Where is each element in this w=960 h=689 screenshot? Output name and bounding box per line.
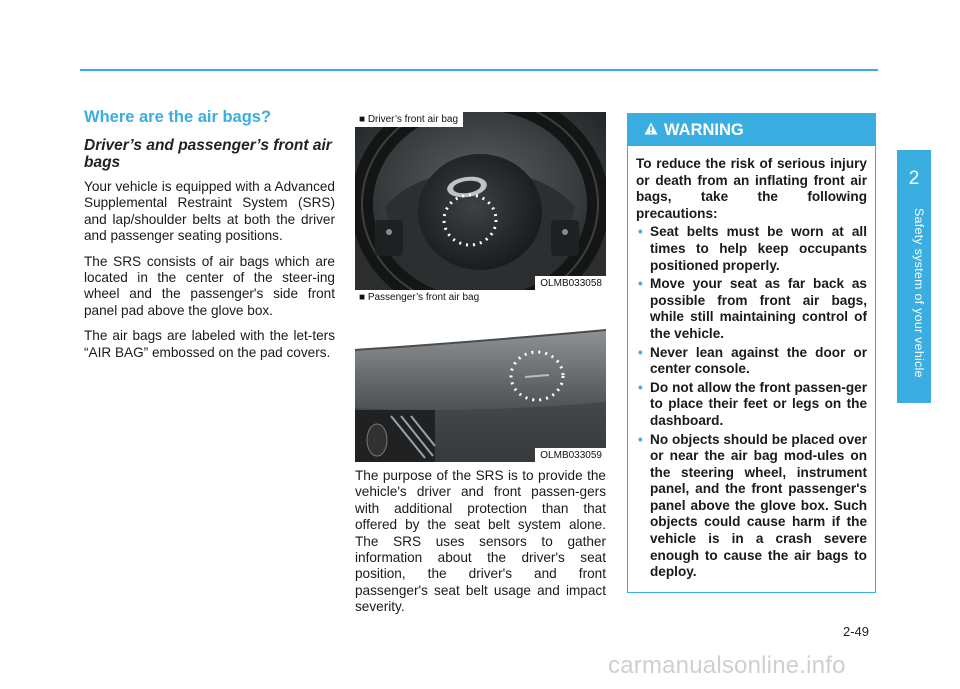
passenger-airbag-photo (355, 290, 606, 462)
warning-item-lean: • Never lean against the door or center console. (636, 345, 867, 378)
section-subheading: Driver’s and passenger’s front air bags (84, 137, 332, 171)
warning-header (628, 114, 875, 146)
warning-item-feet: • Do not allow the front passen-ger to place their feet or legs on the dashboard. (636, 380, 867, 430)
chapter-side-tab (897, 150, 931, 403)
photo-code-passenger: OLMB033059 (535, 448, 606, 462)
warning-body (628, 146, 875, 581)
purpose-paragraph: The purpose of the SRS is to provide the vehicle's driver and front passen-gers with additional protection than that offered by the seat belt system alone. The SRS uses sensors to gather information about the driver's seat position, the driver's and front passenger's seat belt usage and impact severity. (355, 468, 606, 615)
dashboard-illustration (355, 290, 606, 462)
warning-box (627, 113, 876, 593)
chapter-number: 2 (908, 168, 920, 189)
paragraph-2: The SRS consists of air bags which are located in the center of the steer-ing wheel and the passenger's side front panel pad above the glove box. (84, 253, 335, 318)
warning-triangle-icon (644, 121, 658, 140)
page-number: 2-49 (843, 624, 870, 639)
warning-item-objects: • No objects should be placed over or near the air bag mod-ules on the steering wheel, instrument panel, and the front passenger's panel above the glove box. Such objects could cause harm if the vehicle is in a crash severe enough to cause the air bags to deploy. (636, 432, 867, 581)
photo-code-driver: OLMB033058 (535, 276, 606, 290)
watermark: carmanualsonline.info (608, 652, 846, 679)
warning-item-seat-belts: • Seat belts must be worn at all times to help keep occupants positioned properly. (636, 224, 867, 274)
middle-column (355, 468, 606, 625)
left-column (84, 108, 335, 370)
warning-list (636, 224, 867, 580)
photo-caption-driver: ■ Driver’s front air bag (355, 112, 463, 127)
warning-intro: To reduce the risk of serious injury or death from an inflating front air bags, take the following precautions: (636, 156, 867, 221)
driver-airbag-photo (355, 112, 606, 290)
paragraph-1: Your vehicle is equipped with a Advanced Supplemental Restraint System (SRS) and lap/shoulder belts at both the driver and passenger seating positions. (84, 179, 335, 244)
top-rule (80, 69, 878, 71)
warning-item-seat-position: • Move your seat as far back as possible from front air bags, while still maintaining control of the vehicle. (636, 276, 867, 342)
warning-title: WARNING (664, 120, 744, 139)
steering-wheel-illustration (355, 112, 606, 290)
paragraph-3: The air bags are labeled with the let-ters “AIR BAG” embossed on the pad covers. (84, 328, 335, 360)
section-heading: Where are the air bags? (84, 108, 272, 126)
chapter-title: Safety system of your vehicle (912, 208, 926, 378)
photo-caption-passenger: ■ Passenger’s front air bag (355, 290, 484, 305)
